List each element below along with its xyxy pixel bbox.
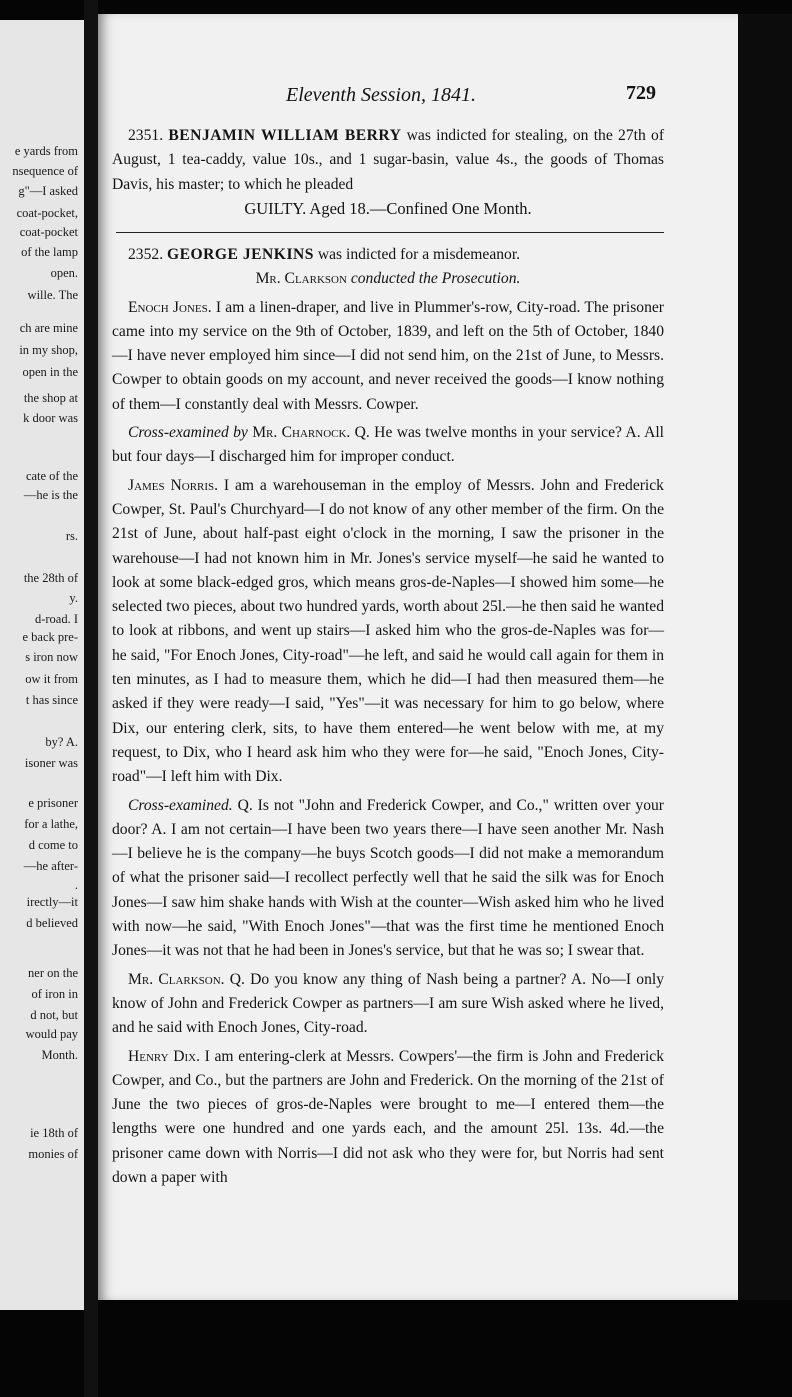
left-page-text-fragment: in my shop, (19, 343, 78, 357)
left-page-text-fragment: coat-pocket, (16, 206, 78, 220)
book-gutter (84, 0, 98, 1397)
testimony-paragraph (112, 968, 664, 1041)
left-page-text-fragment: ch are mine (19, 321, 78, 335)
paragraph-lead: Cross-examined. (128, 796, 233, 814)
left-page-text-fragment: t has since (25, 693, 78, 707)
left-page-text-fragment: s iron now (25, 650, 78, 664)
left-page-text-fragment: isoner was (24, 756, 78, 770)
left-page-text-fragment: d not, but (30, 1008, 78, 1022)
left-page-text-fragment: ner on the (28, 966, 78, 980)
left-page-text-fragment: by? A. (45, 735, 78, 749)
left-page-text-fragment: g"—I asked (18, 184, 78, 198)
paragraph-text: I am a warehouseman in the employ of Messrs. John and Frederick Cowper, St. Paul's Churchyard—I do not know of any other member of the firm. On the 21st of June, about half-past eight o'clock in the morning, I saw the prisoner in the warehouse—I had not known him in Mr. Jones's service myself—he said he wanted to look at some black-edged gros, which means gros-de-Naples—I showed him some—he selected two pieces, about two hundred yards, worth about 25l.—he then said he wanted to look at ribbons, and went up stairs—I asked him who the gros-de-Naples was for—he said, "For Enoch Jones, City-road"—he left, and said he would call again for them in ten minutes, as I had to measure them, which he did—I had then measured them—he asked if they were ready—I said, "Yes"—it was necessary for him to go below, where Dix, our entering clerk, sits, to have them entered—he went below with me, at my request, to Dix, who I heard ask him who they were for—he said, "Enoch Jones, City-road"—I left him with Dix. (112, 476, 664, 786)
paragraph-text: Q. Do you know any thing of Nash being a partner? A. No—I only know of John and Frederick Cowper as partners—I am sure Wish asked where he lived, and he said with Enoch Jones, City-road. (112, 970, 664, 1037)
defendant-name: GEORGE JENKINS (167, 246, 314, 263)
left-page-text-fragment: for a lathe, (24, 817, 78, 831)
left-page-text-fragment: d come to (28, 838, 78, 852)
speaker-name: Enoch Jones. (128, 298, 212, 316)
left-page-text-fragment: k door was (23, 411, 78, 425)
left-page-text-fragment: . (74, 878, 78, 892)
paragraph-lead: Cross-examined by (128, 424, 253, 442)
left-page-fragment (0, 20, 90, 1310)
left-page-text-fragment: e yards from (14, 144, 78, 158)
left-page-text-fragment: of iron in (31, 987, 78, 1001)
testimony-paragraph (112, 794, 664, 964)
case-number: 2351. (128, 127, 164, 144)
paragraph-text: Q. Is not "John and Frederick Cowper, and Co.," written over your door? A. I am not certain—I have been two years there—I have seen another Mr. Nash—I believe he is the company—he buys Scotch goods—I did not make a memorandum of what the prisoner said—I recollect perfectly well that he said the silk was for Enoch Jones—I saw him shake hands with Wish at the counter—Wish asked him who he lived with now—he said, "With Enoch Jones"—that was the first time he mentioned Enoch Jones—it was not that he had been in Jones's service, but that he was so; I swear that. (112, 796, 664, 960)
page-number: 729 (626, 82, 656, 104)
left-page-text-fragment: wille. The (27, 288, 78, 302)
left-page-text-fragment: of the lamp (21, 245, 78, 259)
case-2351-paragraph (112, 124, 664, 197)
left-page-text-fragment: e back pre- (22, 630, 78, 644)
testimony-paragraph (112, 296, 664, 417)
prosecution-counsel: Mr. Clarkson (255, 270, 347, 288)
left-page-text-fragment: ow it from (25, 672, 78, 686)
speaker-name: James Norris. (128, 476, 219, 494)
running-header (100, 78, 660, 108)
left-page-text-fragment: open. (50, 266, 78, 280)
speaker-name: Henry Dix. (128, 1047, 201, 1065)
left-page-text-fragment: d believed (26, 916, 78, 930)
left-page-text-fragment: —he is the (23, 488, 78, 502)
case-text: was indicted for stealing, on the 27th of August, 1 tea-caddy, value 10s., and 1 sugar-basin, value 4s., the goods of Thomas Davis, his master; to which he pleaded (112, 127, 665, 193)
testimony-paragraph (112, 474, 664, 790)
left-page-text-fragment: e prisoner (28, 796, 78, 810)
left-page-text-fragment: open in the (22, 365, 78, 379)
case-text: was indicted for a misdemeanor. (313, 246, 521, 263)
left-page-text-fragment: coat-pocket (19, 225, 78, 239)
case-2352-paragraph (112, 243, 664, 267)
paragraph-text: I am entering-clerk at Messrs. Cowpers'—the firm is John and Frederick Cowper, and Co., but the partners are John and Frederick. On the morning of the 21st of June the two pieces of gros-de-Naples were brought to me—I entered them—the lengths were one hundred and one yards each, and the amount 25l. 13s. 4d.—the prisoner came down with Norris—I did not ask who they were for, but Norris had sent down a paper with (112, 1047, 664, 1186)
left-page-text-fragment: ie 18th of (30, 1126, 78, 1140)
left-page-text-fragment: Month. (41, 1048, 78, 1062)
case-2352 (112, 243, 664, 1190)
left-page-text-fragment: monies of (28, 1147, 78, 1161)
left-page-text-fragment: d-road. I (34, 612, 78, 626)
left-page-text-fragment: nsequence of (12, 164, 78, 178)
left-page-text-fragment: rs. (65, 529, 78, 543)
defendant-name: BENJAMIN WILLIAM BERRY (168, 127, 402, 144)
prosecution-line (112, 267, 664, 291)
prosecution-text: conducted the Prosecution. (346, 270, 521, 288)
speaker-name: Mr. Clarkson. (128, 970, 225, 988)
section-divider (116, 232, 664, 233)
verdict: GUILTY. Aged 18.—Confined One Month. (244, 198, 532, 218)
testimony-paragraph (112, 1045, 664, 1191)
paragraph-text: Q. He was twelve months in your service? A. All but four days—I discharged him for improper conduct. (112, 424, 665, 466)
left-page-text-fragment: irectly—it (26, 895, 78, 909)
page-edge-shadow (738, 14, 792, 1300)
case-number: 2352. (128, 246, 164, 263)
session-title: Eleventh Session, 1841. (286, 84, 476, 106)
left-page-text-fragment: would pay (25, 1027, 78, 1041)
left-page-text-fragment: y. (69, 591, 78, 605)
paragraph-text: I am a linen-draper, and live in Plummer's-row, City-road. The prisoner came into my service on the 9th of October, 1839, and left on the 5th of October, 1840—I have never employed him since—I did not send him, on the 21st of June, to Messrs. Cowper to obtain goods on my account, and never received the goods—I know nothing of them—I constantly deal with Messrs. Cowper. (112, 298, 664, 413)
case-2351 (112, 124, 664, 221)
left-page-text-fragment: cate of the (25, 469, 78, 483)
testimony-paragraph (112, 421, 664, 470)
left-page-text-fragment: —he after- (23, 859, 78, 873)
testimony (112, 296, 664, 1191)
left-page-text-fragment: the shop at (23, 391, 78, 405)
left-page-text-fragment: the 28th of (23, 571, 78, 585)
speaker-name: Mr. Charnock. (252, 424, 351, 442)
